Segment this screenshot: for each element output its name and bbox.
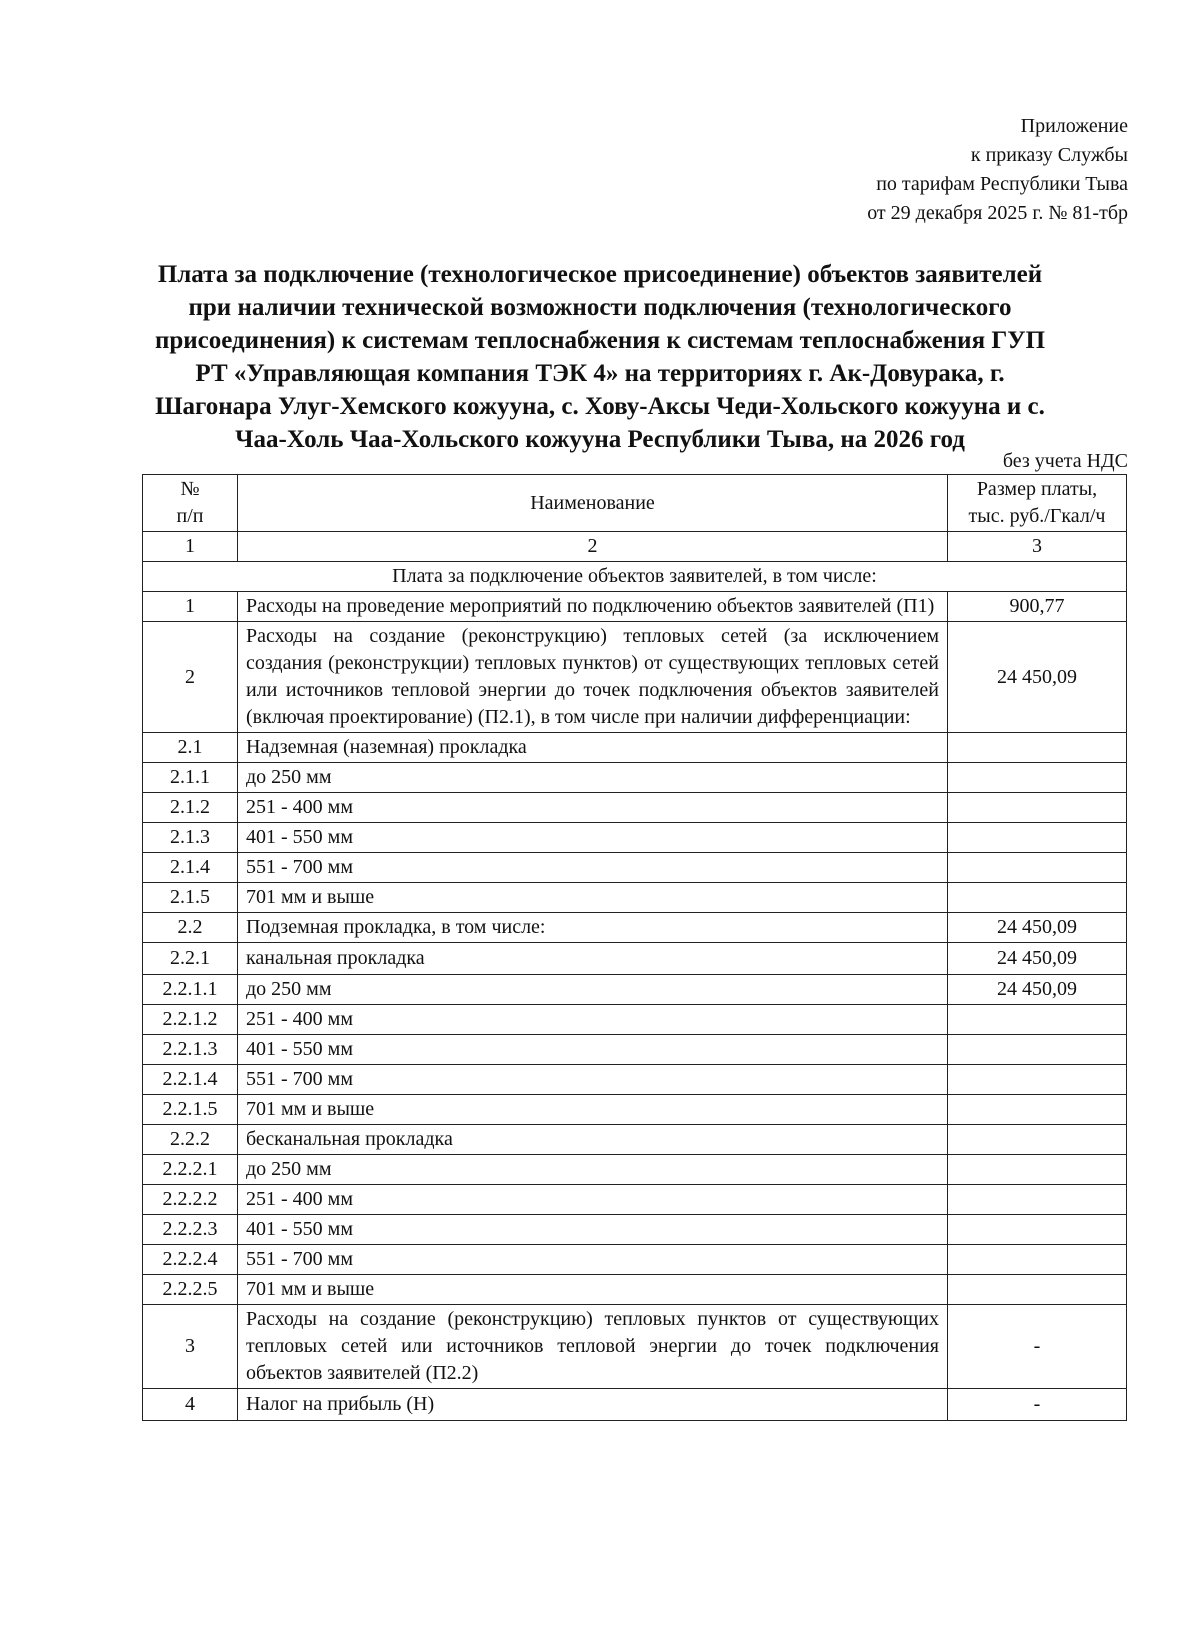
row-name: 401 - 550 мм [238, 823, 948, 853]
row-number: 2.2 [143, 913, 238, 943]
table-row [143, 1065, 1127, 1095]
row-number: 2.2.1.1 [143, 975, 238, 1005]
row-value [948, 1215, 1127, 1245]
row-number: 2.2.1 [143, 943, 238, 975]
row-value: 24 450,09 [948, 943, 1127, 975]
annex-header [867, 112, 1128, 228]
table-row [143, 975, 1127, 1005]
row-name: 251 - 400 мм [238, 1185, 948, 1215]
row-number: 4 [143, 1389, 238, 1421]
row-name: Подземная прокладка, в том числе: [238, 913, 948, 943]
row-value [948, 763, 1127, 793]
row-number: 2.2.2.1 [143, 1155, 238, 1185]
row-value [948, 733, 1127, 763]
row-value [948, 793, 1127, 823]
table-row [143, 883, 1127, 913]
row-name: 701 мм и выше [238, 1275, 948, 1305]
row-number: 2.2.1.2 [143, 1005, 238, 1035]
title-line: РТ «Управляющая компания ТЭК 4» на территориях г. Ак-Довурака, г. [195, 360, 1005, 387]
row-value: 24 450,09 [948, 622, 1127, 733]
row-value [948, 1005, 1127, 1035]
row-number: 3 [143, 1305, 238, 1389]
row-name: Надземная (наземная) прокладка [238, 733, 948, 763]
row-value: 24 450,09 [948, 975, 1127, 1005]
document-title [120, 258, 1080, 456]
row-name: до 250 мм [238, 763, 948, 793]
table-header-row [143, 475, 1127, 532]
table-row [143, 1305, 1127, 1389]
row-number: 2.1.5 [143, 883, 238, 913]
row-number: 2.2.2 [143, 1125, 238, 1155]
table-row [143, 1125, 1127, 1155]
row-number: 2.1 [143, 733, 238, 763]
table-row [143, 913, 1127, 943]
row-name: 551 - 700 мм [238, 1245, 948, 1275]
row-value [948, 1095, 1127, 1125]
table-row [143, 1005, 1127, 1035]
row-value [948, 1125, 1127, 1155]
row-number: 2.2.2.3 [143, 1215, 238, 1245]
annex-line: Приложение [1020, 115, 1128, 137]
annex-line: по тарифам Республики Тыва [876, 173, 1128, 195]
row-number: 2.2.2.2 [143, 1185, 238, 1215]
row-number: 2.2.2.5 [143, 1275, 238, 1305]
row-name: 401 - 550 мм [238, 1215, 948, 1245]
header-value: Размер платы, тыс. руб./Гкал/ч [948, 475, 1127, 532]
row-value [948, 1035, 1127, 1065]
vat-note: без учета НДС [1002, 450, 1128, 472]
table-row [143, 1275, 1127, 1305]
title-line: Шагонара Улуг-Хемского кожууна, с. Хову-Аксы Чеди-Хольского кожууна и с. [155, 393, 1045, 420]
row-number: 2.1.4 [143, 853, 238, 883]
row-number: 2.2.1.5 [143, 1095, 238, 1125]
row-value [948, 883, 1127, 913]
row-number: 2.1.2 [143, 793, 238, 823]
table-row [143, 793, 1127, 823]
row-name: до 250 мм [238, 975, 948, 1005]
row-name: 551 - 700 мм [238, 1065, 948, 1095]
title-line: присоединения) к системам теплоснабжения к системам теплоснабжения ГУП [154, 327, 1046, 354]
row-value: - [948, 1305, 1127, 1389]
row-value [948, 823, 1127, 853]
row-name: Расходы на проведение мероприятий по подключению объектов заявителей (П1) [238, 592, 948, 622]
row-number: 2.1.1 [143, 763, 238, 793]
table-row [143, 943, 1127, 975]
table-row [143, 823, 1127, 853]
title-line: при наличии технической возможности подключения (технологического [188, 294, 1012, 321]
row-name: 251 - 400 мм [238, 1005, 948, 1035]
row-name: 701 мм и выше [238, 1095, 948, 1125]
table-row [143, 622, 1127, 733]
table-row [143, 1155, 1127, 1185]
col-number: 3 [948, 532, 1127, 562]
row-value [948, 1245, 1127, 1275]
row-number: 1 [143, 592, 238, 622]
table-row [143, 592, 1127, 622]
row-value [948, 853, 1127, 883]
row-value: 24 450,09 [948, 913, 1127, 943]
col-number: 1 [143, 532, 238, 562]
row-name: Налог на прибыль (Н) [238, 1389, 948, 1421]
row-name: Расходы на создание (реконструкцию) тепловых пунктов от существующих тепловых сетей или источников тепловой энергии до точек подключения объектов заявителей (П2.2) [238, 1305, 948, 1389]
title-line: Плата за подключение (технологическое присоединение) объектов заявителей [157, 261, 1043, 288]
col-number: 2 [238, 532, 948, 562]
table-row [143, 1035, 1127, 1065]
row-value [948, 1185, 1127, 1215]
table-row [143, 1389, 1127, 1421]
row-name: бесканальная прокладка [238, 1125, 948, 1155]
row-name: 251 - 400 мм [238, 793, 948, 823]
row-value [948, 1065, 1127, 1095]
row-value: - [948, 1389, 1127, 1421]
row-value: 900,77 [948, 592, 1127, 622]
header-name: Наименование [238, 475, 948, 532]
row-value [948, 1155, 1127, 1185]
row-number: 2 [143, 622, 238, 733]
row-number: 2.2.1.4 [143, 1065, 238, 1095]
annex-line: к приказу Службы [970, 144, 1128, 166]
row-name: 701 мм и выше [238, 883, 948, 913]
row-value [948, 1275, 1127, 1305]
row-name: 551 - 700 мм [238, 853, 948, 883]
header-num: № п/п [143, 475, 238, 532]
row-number: 2.2.1.3 [143, 1035, 238, 1065]
table-row [143, 1185, 1127, 1215]
row-name: канальная прокладка [238, 943, 948, 975]
tariff-table [142, 474, 1127, 1421]
row-number: 2.1.3 [143, 823, 238, 853]
section-row [143, 562, 1127, 592]
table-row [143, 1095, 1127, 1125]
column-number-row [143, 532, 1127, 562]
table-row [143, 763, 1127, 793]
row-number: 2.2.2.4 [143, 1245, 238, 1275]
annex-line: от 29 декабря 2025 г. № 81-тбр [867, 202, 1128, 224]
title-line: Чаа-Холь Чаа-Хольского кожууна Республики Тыва, на 2026 год [235, 426, 965, 453]
table-row [143, 853, 1127, 883]
row-name: 401 - 550 мм [238, 1035, 948, 1065]
table-row [143, 733, 1127, 763]
table-row [143, 1245, 1127, 1275]
row-name: до 250 мм [238, 1155, 948, 1185]
table-row [143, 1215, 1127, 1245]
row-name: Расходы на создание (реконструкцию) тепловых сетей (за исключением создания (реконструкции) тепловых пунктов) от существующих тепловых сетей или источников тепловой энергии до точек подключения объектов заявителей (включая проектирование) (П2.1), в том числе при наличии дифференциации: [238, 622, 948, 733]
section-title: Плата за подключение объектов заявителей, в том числе: [143, 562, 1127, 592]
